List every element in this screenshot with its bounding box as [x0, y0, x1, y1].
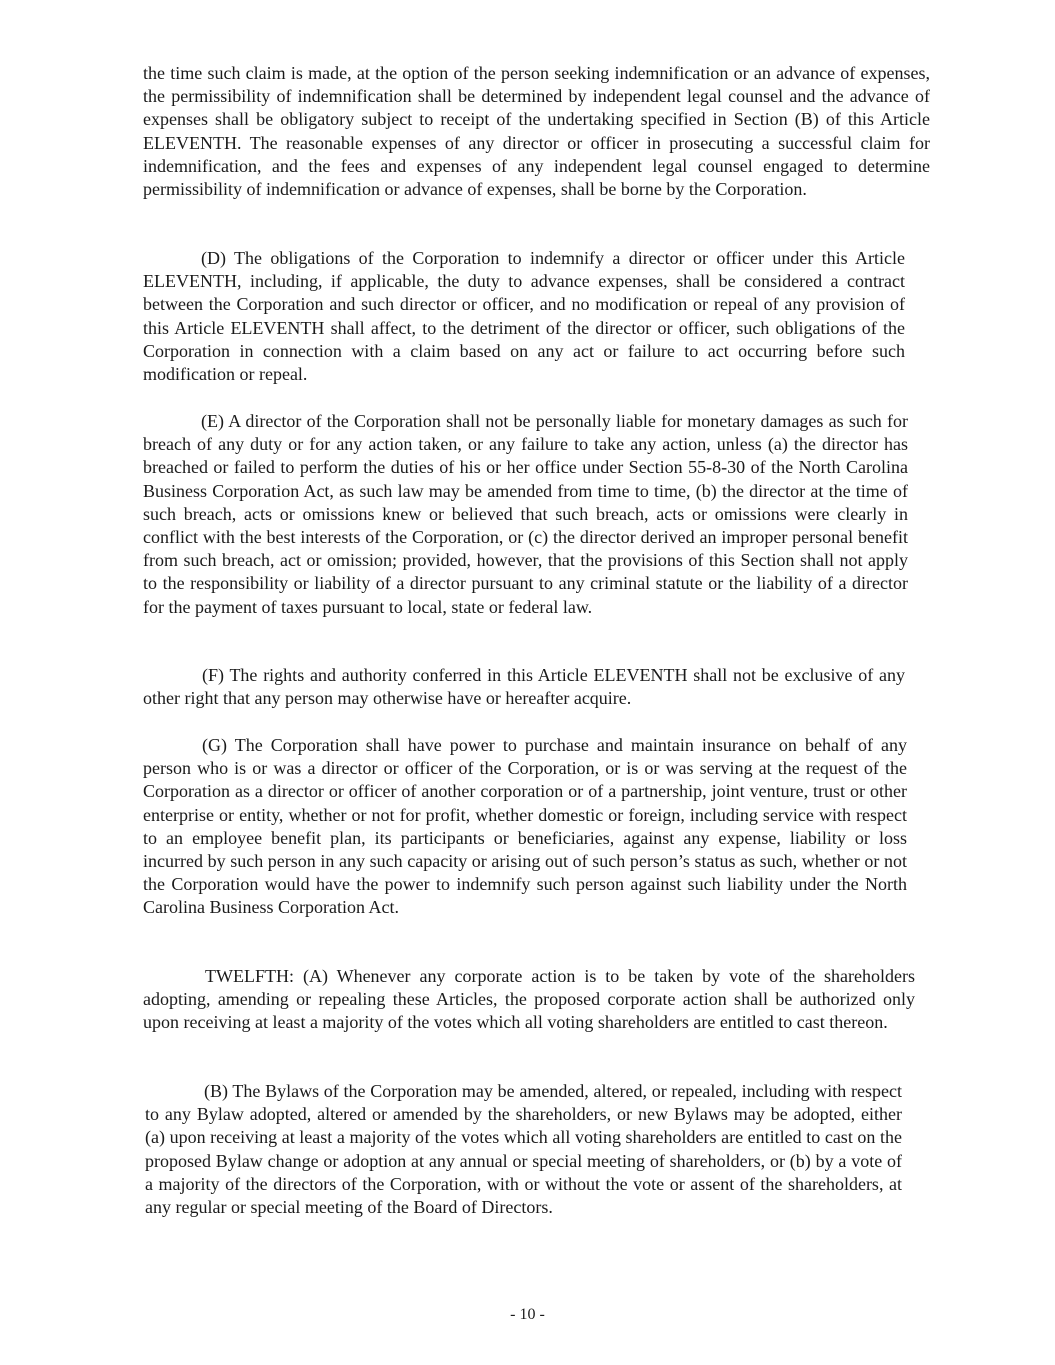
paragraph-section-f: (F) The rights and authority conferred in this Article ELEVENTH shall not be exclusive of any other right that any person may otherwise have or hereafter acquire. [143, 665, 905, 709]
page-number: - 10 - [510, 1306, 545, 1323]
paragraph-twelfth-a: TWELFTH: (A) Whenever any corporate action is to be taken by vote of the shareholders adopting, amending or repealing these Articles, the proposed corporate action shall be authorized only upon receiving at least a majority of the votes which all voting shareholders are entitled to cast thereon. [143, 966, 915, 1033]
paragraph-twelfth-b: (B) The Bylaws of the Corporation may be amended, altered, or repealed, including with respect to any Bylaw adopted, altered or amended by the shareholders, or new Bylaws may be adopted, either (a) upon receiving at least a majority of the votes which all voting shareholders are entitled to cast on the proposed Bylaw change or adoption at any annual or special meeting of shareholders, or (b) by a vote of a majority of the directors of the Corporation, with or without the vote or assent of the shareholders, at any regular or special meeting of the Board of Directors. [145, 1081, 902, 1218]
paragraph-continuation: the time such claim is made, at the option of the person seeking indemnification or an advance of expenses, the permissibility of indemnification shall be determined by independent legal counsel and the advance of expenses shall be obligatory subject to receipt of the undertaking specified in Section (B) of this Article ELEVENTH. The reasonable expenses of any director or officer in prosecuting a successful claim for indemnification, and the fees and expenses of any independent legal counsel engaged to determine permissibility of indemnification or advance of expenses, shall be borne by the Corporation. [143, 63, 930, 200]
paragraph-section-e: (E) A director of the Corporation shall not be personally liable for monetary damages as such for breach of any duty or for any action taken, or any failure to take any action, unless (a) the director has breached or failed to perform the duties of his or her office under Section 55-8-30 of the North Carolina Business Corporation Act, as such law may be amended from time to time, (b) the director at the time of such breach, acts or omissions knew or believed that such breach, acts or omissions were clearly in conflict with the best interests of the Corporation, or (c) the director derived an improper personal benefit from such breach, act or omission; provided, however, that the provisions of this Section shall not apply to the responsibility or liability of a director pursuant to any criminal statute or the liability of a director for the payment of taxes pursuant to local, state or federal law. [143, 411, 908, 617]
paragraph-section-d: (D) The obligations of the Corporation to indemnify a director or officer under this Article ELEVENTH, including, if applicable, the duty to advance expenses, shall be considered a contract between the Corporation and such director or officer, and no modification or repeal of any provision of this Article ELEVENTH shall affect, to the detriment of the director or officer, such obligations of the Corporation in connection with a claim based on any act or failure to act occurring before such modification or repeal. [143, 248, 905, 385]
paragraph-section-g: (G) The Corporation shall have power to purchase and maintain insurance on behalf of any person who is or was a director or officer of the Corporation, or is or was serving at the request of the Corporation as a director or officer of another corporation or of a partnership, joint venture, trust or other enterprise or entity, whether or not for profit, whether domestic or foreign, including service with respect to an employee benefit plan, its participants or beneficiaries, against any expense, liability or loss incurred by such person in any such capacity or arising out of such person’s status as such, whether or not the Corporation would have the power to indemnify such person against such liability under the North Carolina Business Corporation Act. [143, 735, 907, 918]
